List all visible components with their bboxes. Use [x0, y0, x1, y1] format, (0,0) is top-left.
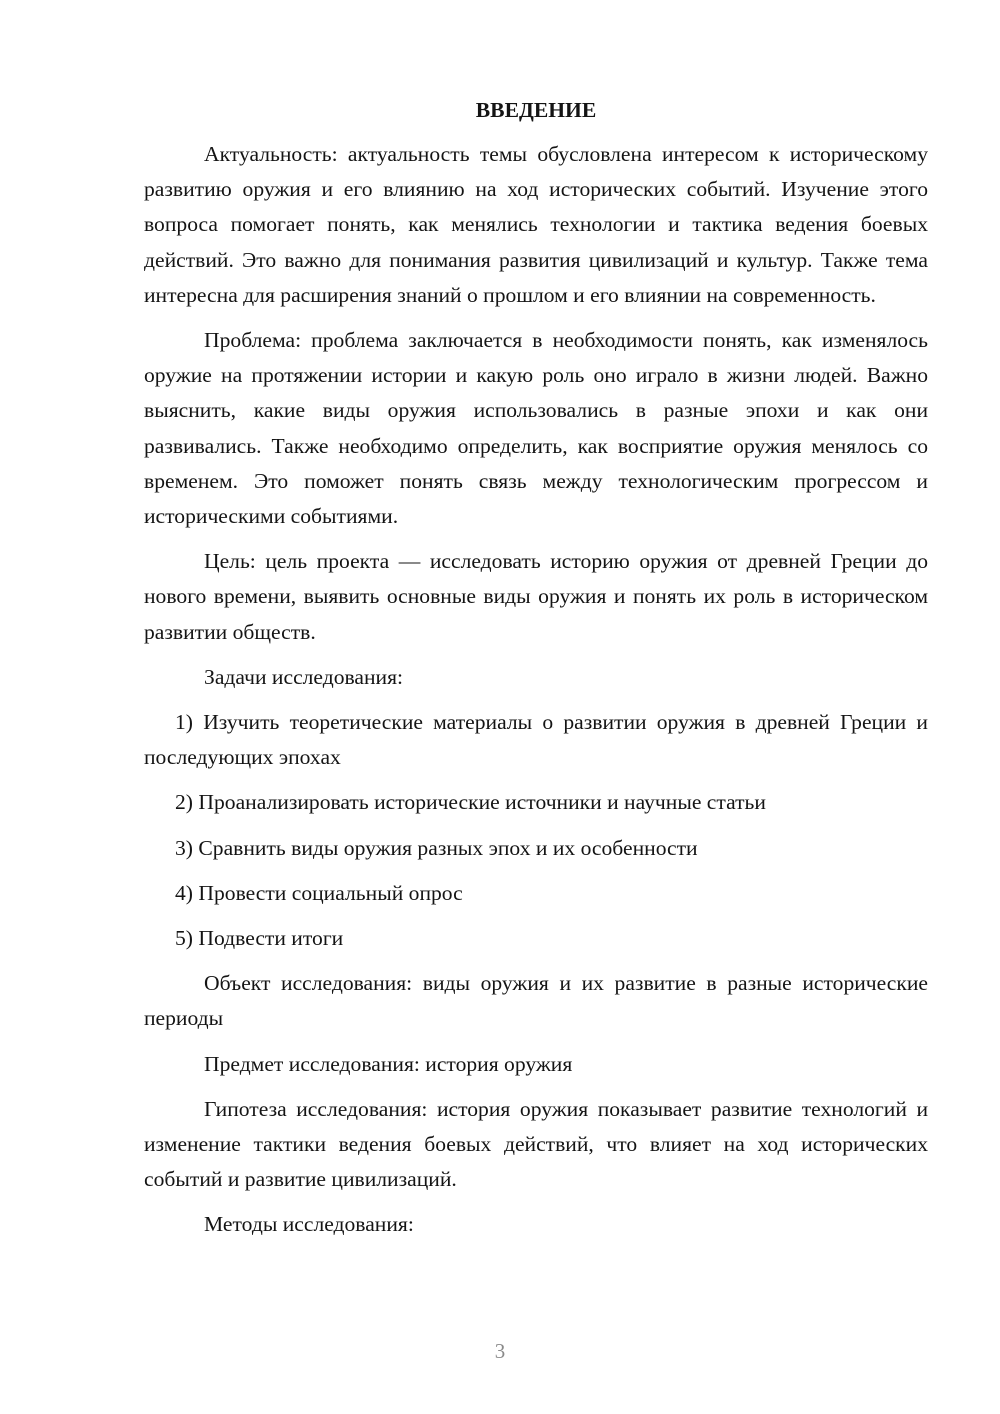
page-number: 3 — [494, 1339, 506, 1363]
task-item: 2) Проанализировать исторические источники и научные статьи — [175, 790, 766, 815]
task-item: 1) Изучить теоретические материалы о развитии оружия в древней Греции и последующих эпохах — [144, 710, 928, 770]
page-content — [144, 93, 928, 1253]
hypothesis-paragraph: Гипотеза исследования: история оружия показывает развитие технологий и изменение тактики ведения боевых действий, что влияет на ход исторических событий и развитие цивилизаций. — [144, 1096, 928, 1192]
methods-paragraph: Методы исследования: — [204, 1212, 414, 1237]
section-title: ВВЕДЕНИЕ — [475, 98, 597, 122]
relevance-paragraph: Актуальность: актуальность темы обусловлена интересом к историческому развитию оружия и его влиянию на ход исторических событий. Изучение этого вопроса помогает понять, как менялись технологии и тактика ведения боевых действий. Это важно для понимания развития цивилизаций и культур. Также тема интересна для расширения знаний о прошлом и его влиянии на современность. — [144, 142, 928, 307]
object-paragraph: Объект исследования: виды оружия и их развитие в разные исторические периоды — [144, 971, 928, 1031]
subject-paragraph: Предмет исследования: история оружия — [204, 1051, 573, 1076]
problem-paragraph: Проблема: проблема заключается в необходимости понять, как изменялось оружие на протяжении истории и какую роль оно играло в жизни людей. Важно выяснить, какие виды оружия использовались в разные эпохи и как они развивались. Также необходимо определить, как восприятие оружия менялось со временем. Это поможет понять связь между технологическим прогрессом и историческими событиями. — [144, 328, 928, 529]
task-item: 3) Сравнить виды оружия разных эпох и их особенности — [175, 835, 698, 860]
goal-paragraph: Цель: цель проекта — исследовать историю оружия от древней Греции до нового времени, выявить основные виды оружия и понять их роль в историческом развитии обществ. — [144, 549, 928, 644]
tasks-heading: Задачи исследования: — [204, 664, 404, 689]
task-item: 4) Провести социальный опрос — [175, 880, 463, 905]
task-item: 5) Подвести итоги — [175, 926, 344, 951]
